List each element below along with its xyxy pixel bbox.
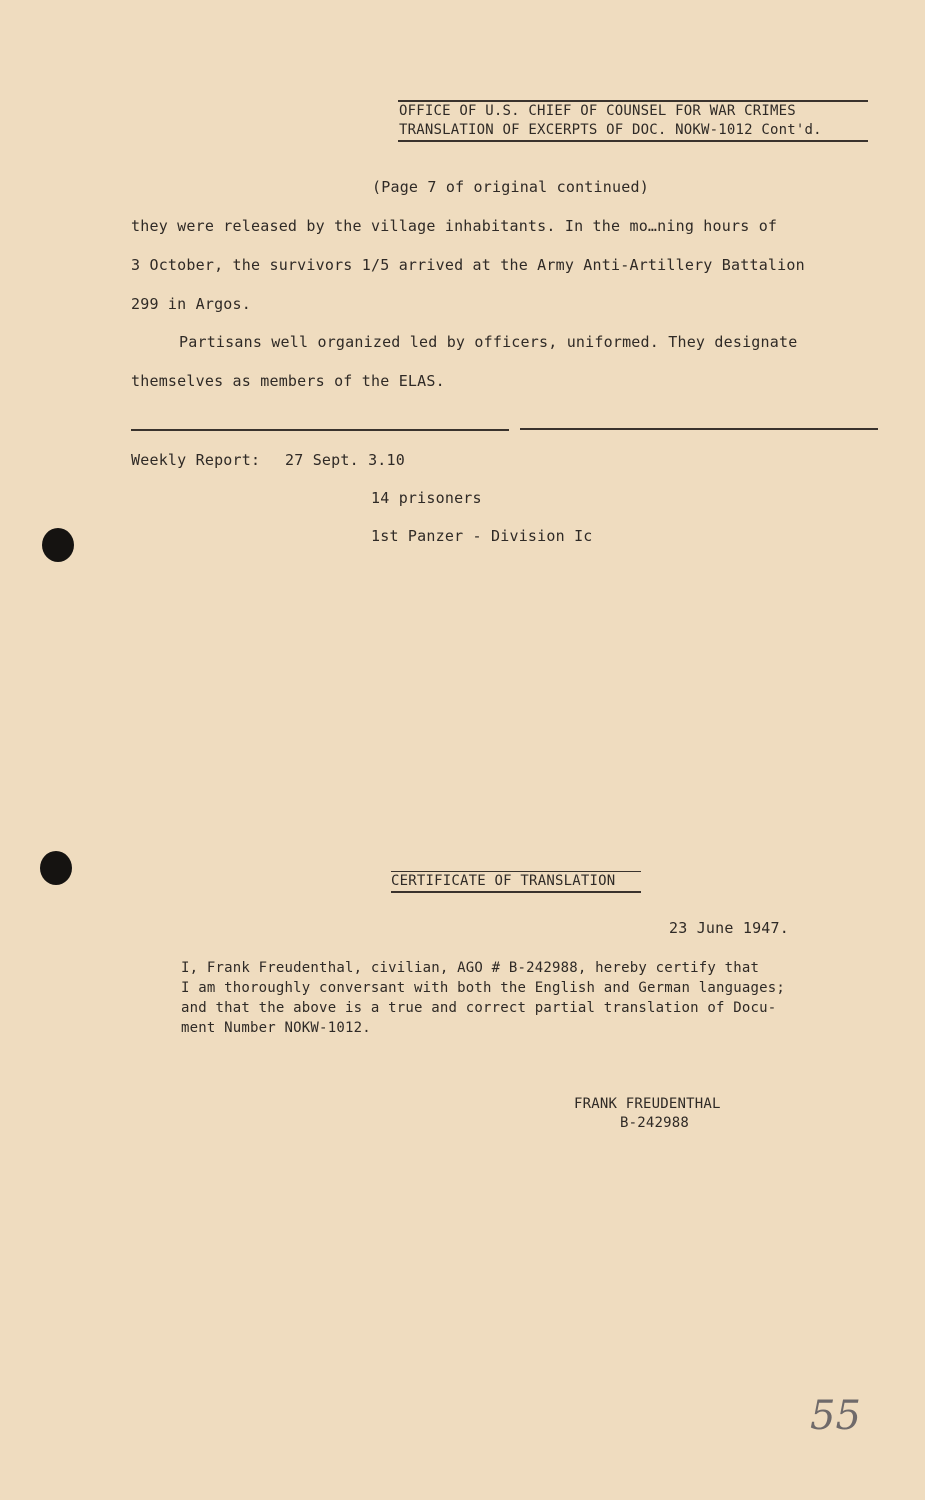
section-divider-right xyxy=(520,428,878,430)
signature-id: B-242988 xyxy=(620,1115,690,1131)
header-translation: TRANSLATION OF EXCERPTS OF DOC. NOKW-1012 Cont'd. xyxy=(399,122,822,138)
para1-line1: they were released by the village inhabitants. In the mo…ning hours of xyxy=(131,217,778,235)
page-number: 55 xyxy=(810,1393,861,1439)
punch-hole-top xyxy=(42,528,74,562)
header-bottom-rule xyxy=(398,140,868,142)
certificate-text-line1: I, Frank Freudenthal, civilian, AGO # B-242988, hereby certify that xyxy=(181,960,760,976)
para1-line3: 299 in Argos. xyxy=(131,295,251,313)
weekly-report-unit: 1st Panzer - Division Ic xyxy=(371,527,593,545)
certificate-bottom-rule xyxy=(391,891,641,893)
certificate-top-rule xyxy=(391,871,641,872)
certificate-title: CERTIFICATE OF TRANSLATION xyxy=(391,873,616,889)
para2-line1: Partisans well organized led by officers, uniformed. They designate xyxy=(179,333,798,351)
signature-name: FRANK FREUDENTHAL xyxy=(574,1096,721,1112)
punch-hole-bottom xyxy=(40,851,72,885)
certificate-text-line4: ment Number NOKW-1012. xyxy=(181,1020,371,1036)
page-note: (Page 7 of original continued) xyxy=(372,178,649,196)
header-office: OFFICE OF U.S. CHIEF OF COUNSEL FOR WAR CRIMES xyxy=(399,103,796,119)
weekly-report-label: Weekly Report: xyxy=(131,451,261,469)
para2-line2: themselves as members of the ELAS. xyxy=(131,372,445,390)
certificate-text-line2: I am thoroughly conversant with both the English and German languages; xyxy=(181,980,786,996)
header-top-rule xyxy=(398,100,868,102)
section-divider-left xyxy=(131,429,509,431)
weekly-report-prisoners: 14 prisoners xyxy=(371,489,482,507)
weekly-report-dates: 27 Sept. 3.10 xyxy=(285,451,405,469)
para1-line2: 3 October, the survivors 1/5 arrived at the Army Anti-Artillery Battalion xyxy=(131,256,805,274)
certificate-date: 23 June 1947. xyxy=(669,919,789,937)
certificate-text-line3: and that the above is a true and correct partial translation of Docu- xyxy=(181,1000,777,1016)
